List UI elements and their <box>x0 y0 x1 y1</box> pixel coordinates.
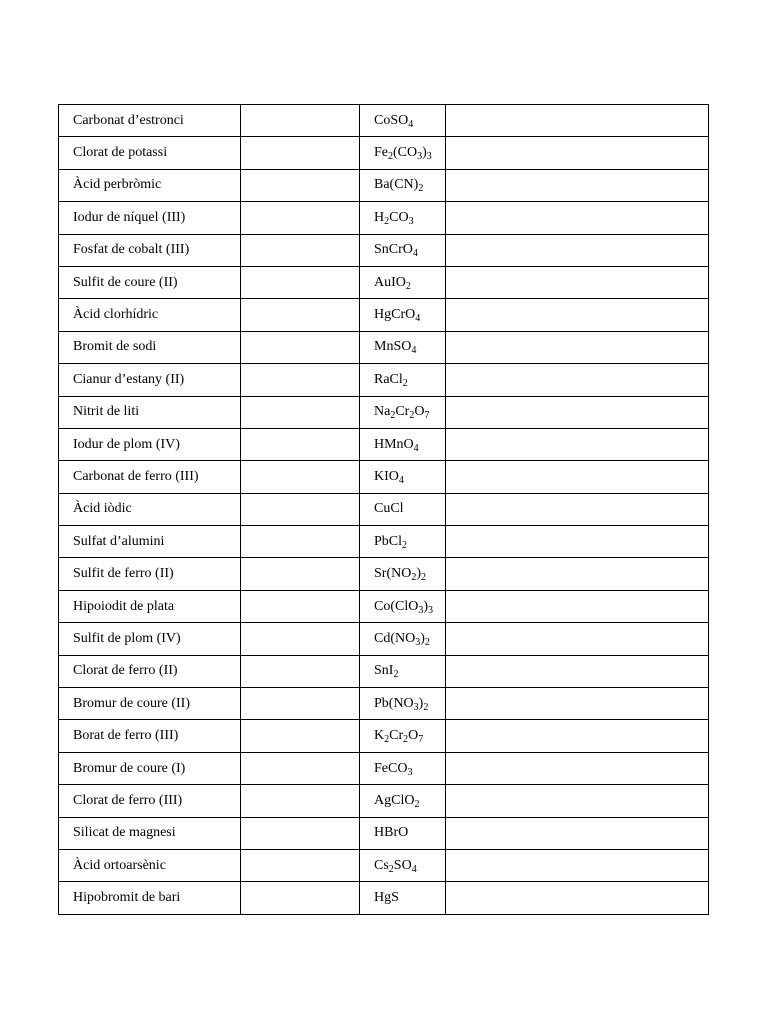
table-row <box>59 493 709 525</box>
chemical-formula-cell: $Pb(NO_3)_2$ <box>360 688 446 720</box>
formula-answer-cell[interactable] <box>241 234 360 266</box>
table-row <box>59 137 709 169</box>
compound-name-cell: Bromur de coure (II) <box>59 688 241 720</box>
name-answer-cell[interactable] <box>446 752 709 784</box>
table-row <box>59 202 709 234</box>
chemical-formula-cell: SnCrO$_4$ <box>360 234 446 266</box>
table-row <box>59 752 709 784</box>
name-answer-cell[interactable] <box>446 785 709 817</box>
name-answer-cell[interactable] <box>446 493 709 525</box>
formula-answer-cell[interactable] <box>241 785 360 817</box>
compound-name-cell: Iodur de níquel (III) <box>59 202 241 234</box>
compound-name-cell: Clorat de ferro (III) <box>59 785 241 817</box>
name-answer-cell[interactable] <box>446 331 709 363</box>
worksheet-rows <box>59 105 709 915</box>
table-row <box>59 169 709 201</box>
name-answer-cell[interactable] <box>446 882 709 914</box>
chemical-formula-cell: $Na_2Cr_2O_7$ <box>360 396 446 428</box>
chemical-formula-cell: HMnO$_4$ <box>360 428 446 460</box>
name-answer-cell[interactable] <box>446 105 709 137</box>
name-answer-cell[interactable] <box>446 364 709 396</box>
table-row <box>59 558 709 590</box>
chemical-formula-cell: FeCO$_3$ <box>360 752 446 784</box>
compound-name-cell: Àcid perbròmic <box>59 169 241 201</box>
compound-name-cell: Cianur d’estany (II) <box>59 364 241 396</box>
formula-answer-cell[interactable] <box>241 655 360 687</box>
compound-name-cell: Sulfit de coure (II) <box>59 266 241 298</box>
table-row <box>59 266 709 298</box>
chemical-formula-cell: AgClO$_2$ <box>360 785 446 817</box>
table-row <box>59 396 709 428</box>
formula-answer-cell[interactable] <box>241 105 360 137</box>
chemical-formula-cell: PbCl$_2$ <box>360 526 446 558</box>
formula-answer-cell[interactable] <box>241 493 360 525</box>
table-row <box>59 234 709 266</box>
table-row <box>59 590 709 622</box>
compound-name-cell: Iodur de plom (IV) <box>59 428 241 460</box>
table-row <box>59 299 709 331</box>
name-answer-cell[interactable] <box>446 234 709 266</box>
compound-name-cell: Sulfit de ferro (II) <box>59 558 241 590</box>
chemical-formula-cell: $Ba(CN)_2$ <box>360 169 446 201</box>
formula-answer-cell[interactable] <box>241 558 360 590</box>
chemical-formula-cell: MnSO$_4$ <box>360 331 446 363</box>
name-answer-cell[interactable] <box>446 396 709 428</box>
compound-name-cell: Carbonat de ferro (III) <box>59 461 241 493</box>
chemical-formula-cell: $Cs_2SO_4$ <box>360 849 446 881</box>
chemical-formula-cell: HgS <box>360 882 446 914</box>
compound-name-cell: Hipoiodit de plata <box>59 590 241 622</box>
formula-answer-cell[interactable] <box>241 364 360 396</box>
compound-name-cell: Bromur de coure (I) <box>59 752 241 784</box>
formula-answer-cell[interactable] <box>241 526 360 558</box>
compound-name-cell: Hipobromit de bari <box>59 882 241 914</box>
compound-name-cell: Àcid iòdic <box>59 493 241 525</box>
compound-name-cell: Clorat de potassi <box>59 137 241 169</box>
compound-name-cell: Silicat de magnesi <box>59 817 241 849</box>
compound-name-cell: Àcid clorhídric <box>59 299 241 331</box>
chemical-formula-cell: $KIO_4$ <box>360 461 446 493</box>
table-row <box>59 817 709 849</box>
chemical-formula-cell: CuCl <box>360 493 446 525</box>
chemical-formula-cell: RaCl$_2$ <box>360 364 446 396</box>
formula-answer-cell[interactable] <box>241 396 360 428</box>
compound-name-cell: Carbonat d’estronci <box>59 105 241 137</box>
name-answer-cell[interactable] <box>446 202 709 234</box>
formula-answer-cell[interactable] <box>241 137 360 169</box>
formula-answer-cell[interactable] <box>241 428 360 460</box>
formula-answer-cell[interactable] <box>241 849 360 881</box>
table-row <box>59 849 709 881</box>
table-row <box>59 461 709 493</box>
formula-answer-cell[interactable] <box>241 461 360 493</box>
compound-name-cell: Nitrit de liti <box>59 396 241 428</box>
formula-answer-cell[interactable] <box>241 169 360 201</box>
nomenclature-worksheet-table <box>58 104 709 915</box>
formula-answer-cell[interactable] <box>241 590 360 622</box>
table-row <box>59 331 709 363</box>
table-row <box>59 428 709 460</box>
formula-answer-cell[interactable] <box>241 688 360 720</box>
name-answer-cell[interactable] <box>446 623 709 655</box>
chemical-formula-cell: $Co(ClO_3)_3$ <box>360 590 446 622</box>
table-row <box>59 882 709 914</box>
name-answer-cell[interactable] <box>446 299 709 331</box>
name-answer-cell[interactable] <box>446 849 709 881</box>
name-answer-cell[interactable] <box>446 720 709 752</box>
name-answer-cell[interactable] <box>446 558 709 590</box>
compound-name-cell: Àcid ortoarsènic <box>59 849 241 881</box>
chemical-formula-cell: SnI$_2$ <box>360 655 446 687</box>
table-row <box>59 655 709 687</box>
compound-name-cell: Fosfat de cobalt (III) <box>59 234 241 266</box>
name-answer-cell[interactable] <box>446 655 709 687</box>
table-row <box>59 688 709 720</box>
name-answer-cell[interactable] <box>446 817 709 849</box>
chemical-formula-cell: HgCrO$_4$ <box>360 299 446 331</box>
table-row <box>59 720 709 752</box>
table-row <box>59 105 709 137</box>
compound-name-cell: Clorat de ferro (II) <box>59 655 241 687</box>
name-answer-cell[interactable] <box>446 688 709 720</box>
formula-answer-cell[interactable] <box>241 331 360 363</box>
table-row <box>59 623 709 655</box>
formula-answer-cell[interactable] <box>241 817 360 849</box>
compound-name-cell: Bromit de sodi <box>59 331 241 363</box>
formula-answer-cell[interactable] <box>241 720 360 752</box>
name-answer-cell[interactable] <box>446 137 709 169</box>
name-answer-cell[interactable] <box>446 526 709 558</box>
chemical-formula-cell: $Fe_2(CO_3)_3$ <box>360 137 446 169</box>
formula-answer-cell[interactable] <box>241 202 360 234</box>
name-answer-cell[interactable] <box>446 590 709 622</box>
chemical-formula-cell: $Sr(NO_2)_2$ <box>360 558 446 590</box>
chemical-formula-cell: $K_2Cr_2O_7$ <box>360 720 446 752</box>
chemical-formula-cell: $Cd(NO_3)_2$ <box>360 623 446 655</box>
formula-answer-cell[interactable] <box>241 882 360 914</box>
chemical-formula-cell: AuIO$_2$ <box>360 266 446 298</box>
name-answer-cell[interactable] <box>446 266 709 298</box>
name-answer-cell[interactable] <box>446 461 709 493</box>
compound-name-cell: Borat de ferro (III) <box>59 720 241 752</box>
chemical-formula-cell: HBrO <box>360 817 446 849</box>
table-row <box>59 526 709 558</box>
table-row <box>59 785 709 817</box>
compound-name-cell: Sulfat d’alumini <box>59 526 241 558</box>
chemical-formula-cell: CoSO$_4$ <box>360 105 446 137</box>
compound-name-cell: Sulfit de plom (IV) <box>59 623 241 655</box>
formula-answer-cell[interactable] <box>241 266 360 298</box>
name-answer-cell[interactable] <box>446 428 709 460</box>
name-answer-cell[interactable] <box>446 169 709 201</box>
formula-answer-cell[interactable] <box>241 299 360 331</box>
chemical-formula-cell: $H_2CO_3$ <box>360 202 446 234</box>
formula-answer-cell[interactable] <box>241 752 360 784</box>
formula-answer-cell[interactable] <box>241 623 360 655</box>
table-row <box>59 364 709 396</box>
